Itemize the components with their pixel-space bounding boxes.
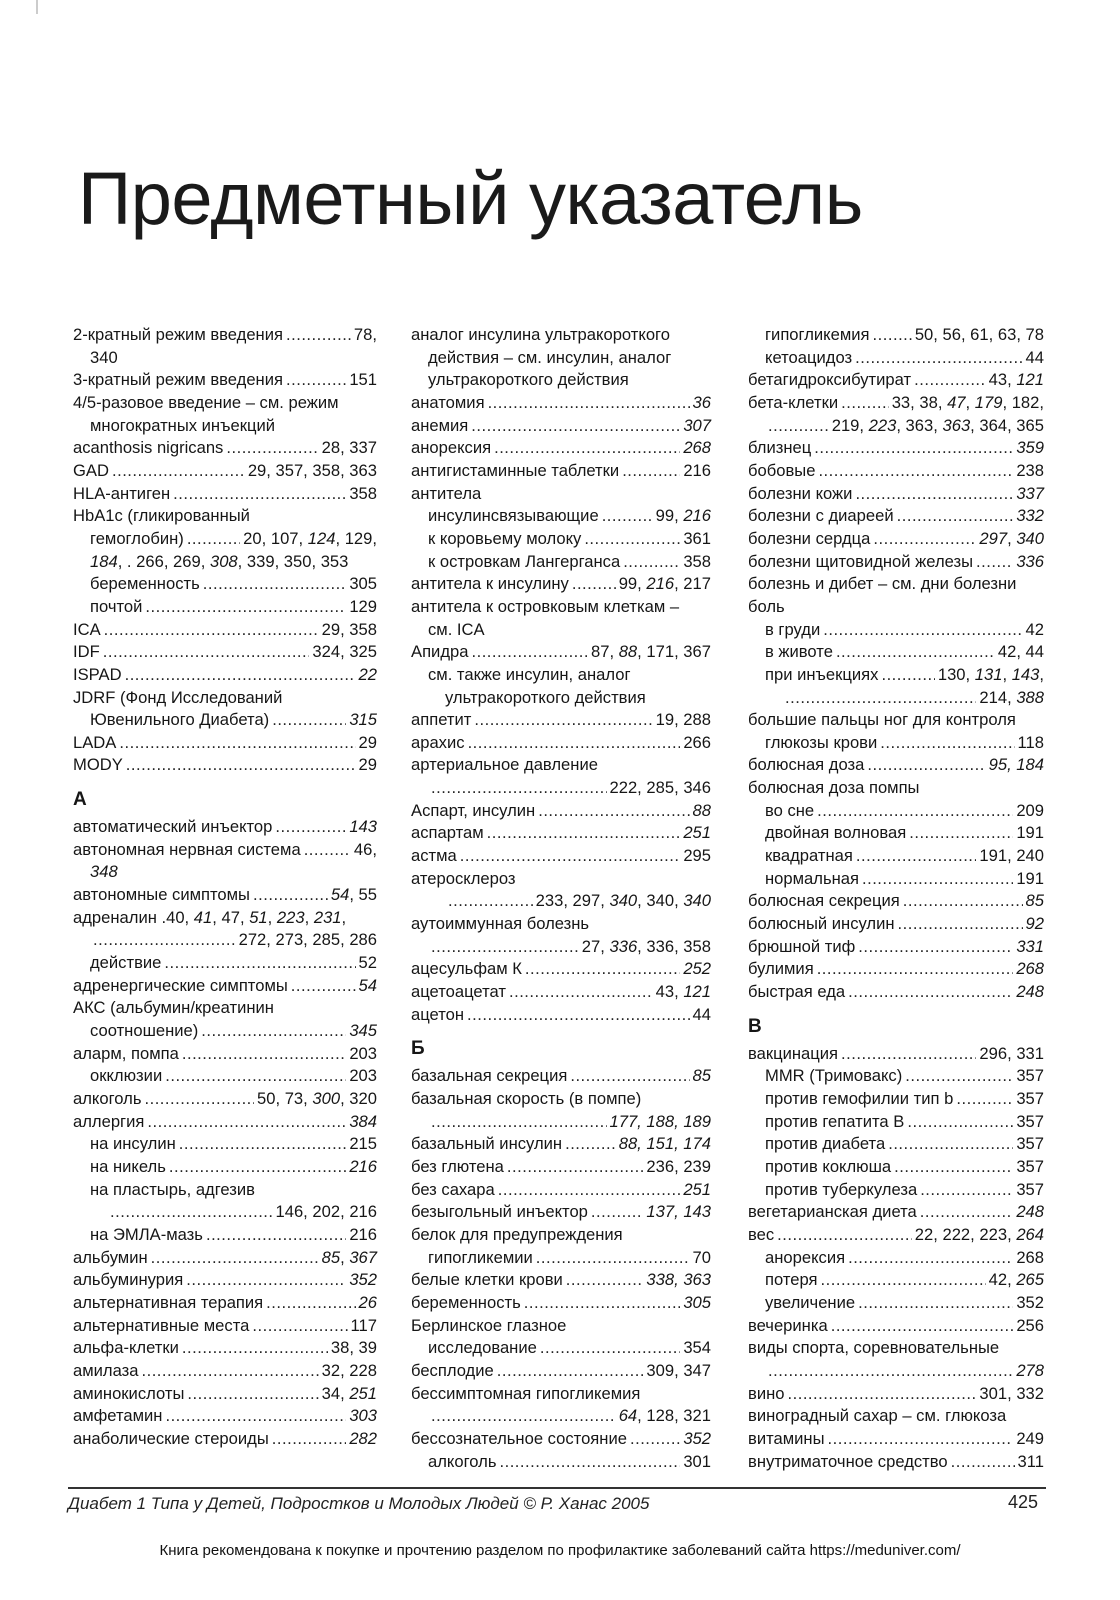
index-entry-continuation: ..... 177, 188, 189: [411, 1111, 711, 1134]
index-entry: бессимптомная гипогликемия: [411, 1383, 641, 1403]
index-subentry: гипогликемия ..... 50, 56, 61, 63, 78: [748, 324, 1044, 347]
index-subentry: против диабета ..... 357: [748, 1133, 1044, 1156]
index-entry: булимия ..... 268: [748, 958, 1044, 981]
index-entry: аналог инсулина ультракороткого: [411, 325, 670, 344]
index-entry: болезни кожи ..... 337: [748, 483, 1044, 506]
index-entry: альбумин ..... 85, 367: [73, 1247, 377, 1270]
index-entry: без глютена ..... 236, 239: [411, 1156, 711, 1179]
footer-rule: [68, 1487, 1046, 1489]
index-subentry: MMR (Тримовакс) ..... 357: [748, 1065, 1044, 1088]
index-subentry: против гепатита В ..... 357: [748, 1111, 1044, 1134]
index-entry-continuation: ..... 272, 273, 285, 286: [73, 929, 377, 952]
index-entry: виноградный сахар – см. глюкоза: [748, 1406, 1007, 1426]
index-entry: астма ..... 295: [411, 845, 711, 868]
index-entry: Апидра ..... 87, 88, 171, 367: [411, 641, 711, 664]
index-entry: анорексия ..... 268: [411, 437, 711, 460]
index-subentry: окклюзии ..... 203: [73, 1065, 377, 1088]
index-entry: 2-кратный режим введения ..... 78,: [73, 324, 377, 347]
index-entry: бетагидроксибутират ..... 43, 121: [748, 369, 1044, 392]
index-entry: беременность ..... 305: [411, 1292, 711, 1315]
scan-mark: [36, 0, 38, 14]
index-entry: артериальное давление: [411, 755, 598, 775]
index-subentry: против коклюша ..... 357: [748, 1156, 1044, 1179]
index-entry: амфетамин ..... 303: [73, 1405, 377, 1428]
index-entry: алкоголь ..... 50, 73, 300, 320: [73, 1088, 377, 1111]
index-entry: ISPAD ..... 22: [73, 664, 377, 687]
index-entry: HbA1c (гликированный: [73, 506, 250, 526]
index-subentry: при инъекциях ..... 130, 131, 143,: [748, 664, 1044, 687]
index-entry-continuation: ультракороткого действия: [428, 370, 629, 390]
index-entry: альфа-клетки ..... 38, 39: [73, 1337, 377, 1360]
index-entry: анаболические стероиды ..... 282: [73, 1428, 377, 1451]
index-entry: бобовые ..... 238: [748, 460, 1044, 483]
index-entry: близнец ..... 359: [748, 437, 1044, 460]
index-subentry: алкоголь ..... 301: [411, 1451, 711, 1474]
index-entry: Берлинское глазное: [411, 1315, 567, 1335]
index-entry: аутоиммунная болезнь: [411, 914, 590, 934]
index-subentry: к островкам Лангерганса ..... 358: [411, 551, 711, 574]
index-entry: бессознательное состояние ..... 352: [411, 1428, 711, 1451]
index-subentry: против туберкулеза ..... 357: [748, 1179, 1044, 1202]
index-entry: виды спорта, соревновательные: [748, 1338, 1000, 1358]
index-entry-continuation: ..... 233, 297, 340, 340, 340: [411, 890, 711, 913]
index-entry: болюсная секреция ..... 85: [748, 890, 1044, 913]
index-subentry: в животе ..... 42, 44: [748, 641, 1044, 664]
index-entry-continuation: 184, . 266, 269, 308, 339, 350, 353: [90, 551, 349, 571]
index-entry-continuation: ..... 27, 336, 336, 358: [411, 936, 711, 959]
index-entry: JDRF (Фонд Исследований: [73, 687, 283, 707]
index-subentry: в груди ..... 42: [748, 619, 1044, 642]
index-entry: IDF ..... 324, 325: [73, 641, 377, 664]
index-entry: HLA-антиген ..... 358: [73, 483, 377, 506]
index-entry: анемия ..... 307: [411, 415, 711, 438]
index-subentry: действие ..... 52: [73, 952, 377, 975]
index-entry: быстрая еда ..... 248: [748, 981, 1044, 1004]
index-entry: внутриматочное средство ..... 311: [748, 1451, 1044, 1474]
index-entry: бета-клетки ..... 33, 38, 47, 179, 182,: [748, 392, 1044, 415]
index-entry: базальный инсулин ..... 88, 151, 174: [411, 1133, 711, 1156]
index-entry: альбуминурия ..... 352: [73, 1269, 377, 1292]
index-entry: аппетит ..... 19, 288: [411, 709, 711, 732]
index-entry: АКС (альбумин/креатинин: [73, 998, 274, 1018]
index-entry: болезни сердца ..... 297, 340: [748, 528, 1044, 551]
index-subentry: нормальная ..... 191: [748, 868, 1044, 891]
index-entry: автономные симптомы ..... 54, 55: [73, 884, 377, 907]
index-entry-continuation: ультракороткого действия: [445, 687, 646, 707]
index-entry-continuation: ..... 64, 128, 321: [411, 1405, 711, 1428]
index-subentry: к коровьему молоку ..... 361: [411, 528, 711, 551]
index-entry: Аспарт, инсулин ..... 88: [411, 800, 711, 823]
section-letter: В: [748, 1015, 762, 1037]
index-entry: адреналин .40, 41, 47, 51, 223, 231,: [73, 907, 347, 927]
index-subentry: двойная волновая ..... 191: [748, 822, 1044, 845]
index-entry: антитела: [411, 483, 482, 503]
index-entry-continuation: действия – см. инсулин, аналог: [428, 347, 672, 367]
index-entry: 4/5-разовое введение – см. режим: [73, 392, 339, 412]
index-entry: ацесульфам К ..... 252: [411, 958, 711, 981]
index-entry: большие пальцы ног для контроля: [748, 710, 1016, 730]
index-entry: вечеринка ..... 256: [748, 1315, 1044, 1338]
index-entry: автоматический инъектор ..... 143: [73, 816, 377, 839]
index-entry: вегетарианская диета ..... 248: [748, 1201, 1044, 1224]
index-subentry: инсулинсвязывающие ..... 99, 216: [411, 505, 711, 528]
page-title: Предметный указатель: [78, 157, 863, 240]
index-subentry: кетоацидоз ..... 44: [748, 347, 1044, 370]
index-entry-continuation: гемоглобин) ..... 20, 107, 124, 129,: [73, 528, 377, 551]
index-entry-continuation: ..... 219, 223, 363, 363, 364, 365: [748, 415, 1044, 438]
index-subentry: почтой ..... 129: [73, 596, 377, 619]
index-subentry: на ЭМЛА-мазь ..... 216: [73, 1224, 377, 1247]
index-entry: болезнь и дибет – см. дни болезни: [748, 574, 1017, 594]
index-entry: болюсный инсулин ..... 92: [748, 913, 1044, 936]
index-subentry: на инсулин ..... 215: [73, 1133, 377, 1156]
index-subentry: потеря ..... 42, 265: [748, 1269, 1044, 1292]
index-entry-continuation: ..... 278: [748, 1360, 1044, 1383]
index-entry: боль: [748, 596, 785, 616]
index-entry: болюсная доза ..... 95, 184: [748, 754, 1044, 777]
index-subentry: во сне ..... 209: [748, 800, 1044, 823]
index-subentry: квадратная ..... 191, 240: [748, 845, 1044, 868]
index-entry-continuation: 348: [90, 862, 118, 882]
index-entry: адренергические симптомы ..... 54: [73, 975, 377, 998]
index-entry: антитела к инсулину ..... 99, 216, 217: [411, 573, 711, 596]
index-entry: аспартам ..... 251: [411, 822, 711, 845]
index-entry: болюсная доза помпы: [748, 778, 920, 798]
footer-book-title: Диабет 1 Типа у Детей, Подростков и Молодых Людей © Р. Ханас 2005: [68, 1494, 650, 1513]
index-entry: болезни щитовидной железы ..... 336: [748, 551, 1044, 574]
index-entry: аллергия ..... 384: [73, 1111, 377, 1134]
index-entry: бесплодие ..... 309, 347: [411, 1360, 711, 1383]
index-entry: арахис ..... 266: [411, 732, 711, 755]
index-subentry: увеличение ..... 352: [748, 1292, 1044, 1315]
index-entry: ацетоацетат ..... 43, 121: [411, 981, 711, 1004]
index-entry: амилаза ..... 32, 228: [73, 1360, 377, 1383]
index-entry-continuation: соотношение) ..... 345: [73, 1020, 377, 1043]
index-entry-continuation: ..... 222, 285, 346: [411, 777, 711, 800]
section-letter: Б: [411, 1038, 425, 1060]
index-entry: анатомия ..... 36: [411, 392, 711, 415]
index-entry: аларм, помпа ..... 203: [73, 1043, 377, 1066]
section-letter: А: [73, 789, 87, 811]
index-subentry: см. также инсулин, аналог: [428, 664, 631, 684]
index-entry-continuation: многократных инъекций: [90, 415, 276, 435]
index-entry: ацетон ..... 44: [411, 1004, 711, 1027]
index-entry-continuation: глюкозы крови ..... 118: [748, 732, 1044, 755]
index-entry: GAD ..... 29, 357, 358, 363: [73, 460, 377, 483]
index-entry: вакцинация ..... 296, 331: [748, 1043, 1044, 1066]
index-entry: антигистаминные таблетки ..... 216: [411, 460, 711, 483]
index-entry: белые клетки крови ..... 338, 363: [411, 1269, 711, 1292]
index-entry: атеросклероз: [411, 868, 516, 888]
index-entry: альтернативная терапия ..... 26: [73, 1292, 377, 1315]
index-entry: альтернативные места ..... 117: [73, 1315, 377, 1338]
promo-text: Книга рекомендована к покупке и прочтению разделом по профилактике заболеваний сайта https://meduniver.com/: [159, 1542, 961, 1559]
index-entry: MODY ..... 29: [73, 754, 377, 777]
index-entry-continuation: ..... 146, 202, 216: [73, 1201, 377, 1224]
index-entry-continuation: Ювенильного Диабета) ..... 315: [73, 709, 377, 732]
index-entry: антитела к островковым клеткам –: [411, 596, 680, 616]
index-entry: вино ..... 301, 332: [748, 1383, 1044, 1406]
index-entry: болезни с диареей ..... 332: [748, 505, 1044, 528]
index-entry: ICA ..... 29, 358: [73, 619, 377, 642]
index-entry-continuation: ..... 214, 388: [748, 687, 1044, 710]
index-entry: базальная секреция ..... 85: [411, 1065, 711, 1088]
page-number: 425: [1007, 1492, 1038, 1512]
index-entry: безыгольный инъектор ..... 137, 143: [411, 1201, 711, 1224]
index-entry-continuation: см. ICA: [428, 619, 485, 639]
index-subentry: на никель ..... 216: [73, 1156, 377, 1179]
index-entry: автономная нервная система ..... 46,: [73, 839, 377, 862]
index-subentry: анорексия ..... 268: [748, 1247, 1044, 1270]
index-column-2: [411, 324, 711, 1473]
index-entry: вес ..... 22, 222, 223, 264: [748, 1224, 1044, 1247]
index-subentry: против гемофилии тип b ..... 357: [748, 1088, 1044, 1111]
index-subentry: на пластырь, адгезив: [90, 1179, 255, 1199]
index-entry: белок для предупреждения: [411, 1224, 623, 1244]
index-entry-continuation: исследование ..... 354: [411, 1337, 711, 1360]
index-entry: брюшной тиф ..... 331: [748, 936, 1044, 959]
index-entry: аминокислоты ..... 34, 251: [73, 1383, 377, 1406]
index-entry: acanthosis nigricans ..... 28, 337: [73, 437, 377, 460]
index-subentry: беременность ..... 305: [73, 573, 377, 596]
index-column-3: [748, 324, 1044, 1473]
index-entry: витамины ..... 249: [748, 1428, 1044, 1451]
index-entry-continuation: 340: [90, 347, 118, 367]
index-entry: базальная скорость (в помпе): [411, 1089, 642, 1108]
index-entry: LADA ..... 29: [73, 732, 377, 755]
index-entry-continuation: гипогликемии ..... 70: [411, 1247, 711, 1270]
index-column-1: [73, 324, 377, 1451]
index-entry: 3-кратный режим введения ..... 151: [73, 369, 377, 392]
index-entry: без сахара ..... 251: [411, 1179, 711, 1202]
